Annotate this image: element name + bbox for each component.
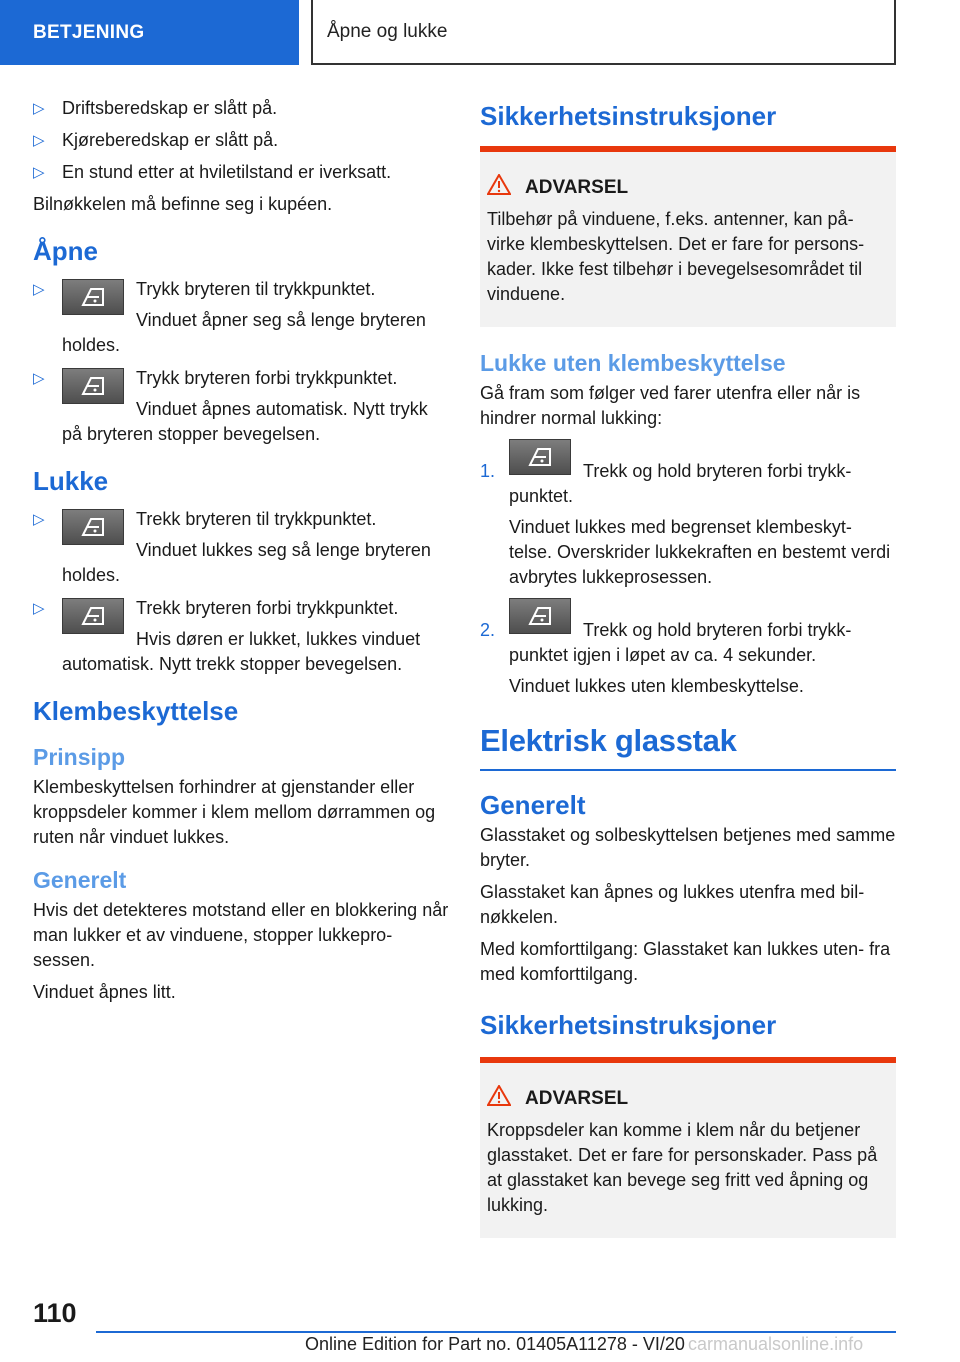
- paragraph: Hvis det detekteres motstand eller en blokkering når man lukker et av vinduene, stopper lukkepro- sessen.: [33, 900, 449, 970]
- paragraph: Glasstaket kan åpnes og lukkes utenfra med bil- nøkkelen.: [480, 882, 865, 927]
- triangle-right-icon: ▷: [33, 132, 45, 149]
- warning-label: ADVARSEL: [525, 1087, 629, 1109]
- paragraph: Med komforttilgang: Glasstaket kan lukkes uten- fra med komforttilgang.: [480, 939, 891, 984]
- subheading-principle: Prinsipp: [33, 744, 126, 770]
- list-item: ▷ En stund etter at hviletilstand er iverksatt.: [33, 160, 451, 185]
- window-switch-icon: [62, 598, 124, 634]
- paragraph: Gå fram som følger ved farer utenfra eller når is hindrer normal lukking:: [480, 383, 861, 428]
- warning-text: Tilbehør på vinduene, f.eks. antenner, kan på- virke klembeskyttelsen. Det er fare for persons- kader. Ikke fest tilbehør i bevegelsesområdet til vinduene.: [487, 209, 865, 304]
- triangle-right-icon: ▷: [33, 100, 45, 117]
- warning-text: Kroppsdeler kan komme i klem når du betjener glasstaket. Det er fare for personskader. Pass på at glasstaket kan bevege seg fritt ved åpning og lukking.: [487, 1120, 878, 1215]
- warning-triangle-icon: [487, 174, 511, 201]
- window-switch-icon: [62, 509, 124, 545]
- list-item: ▷ Trekk bryteren forbi trykkpunktet. Hvis døren er lukket, lukkes vinduet automatisk. Nytt trekk stopper bevegelsen.: [33, 598, 421, 674]
- subheading-general: Generelt: [33, 867, 127, 893]
- page-number: 110: [33, 1298, 77, 1328]
- heading-safety: Sikkerhetsinstruksjoner: [480, 101, 777, 131]
- note-text: Bilnøkkelen må befinne seg i kupéen.: [33, 194, 333, 214]
- heading-rule: [480, 769, 896, 771]
- page-title: [311, 0, 896, 65]
- window-switch-icon: [62, 368, 124, 404]
- left-column: [33, 96, 451, 1005]
- list-item: ▷ Trykk bryteren forbi trykkpunktet. Vinduet åpnes automatisk. Nytt trykk på bryteren stopper bevegelsen.: [33, 368, 428, 444]
- watermark: carmanualsonline.info: [688, 1334, 864, 1354]
- right-column: [480, 96, 896, 1238]
- warning-triangle-icon: [487, 1085, 511, 1112]
- triangle-right-icon: ▷: [33, 281, 45, 298]
- warning-box: [480, 146, 896, 327]
- heading-close: Lukke: [33, 466, 109, 496]
- triangle-right-icon: ▷: [33, 164, 45, 181]
- edition-text: Online Edition for Part no. 01405A11278 - VI/20: [305, 1334, 685, 1354]
- warning-label: ADVARSEL: [525, 176, 629, 198]
- paragraph: Glasstaket og solbeskyttelsen betjenes med samme bryter.: [480, 825, 896, 870]
- list-item: ▷ Driftsberedskap er slått på.: [33, 96, 451, 121]
- heading-general: Generelt: [480, 790, 586, 820]
- list-item: ▷ Kjøreberedskap er slått på.: [33, 128, 451, 153]
- window-switch-icon: [509, 439, 571, 475]
- triangle-right-icon: ▷: [33, 600, 45, 617]
- list-item: ▷ Trekk bryteren til trykkpunktet. Vinduet lukkes seg så lenge bryteren holdes.: [33, 509, 431, 585]
- heading-sunroof: Elektrisk glasstak: [480, 723, 737, 758]
- triangle-right-icon: ▷: [33, 511, 45, 528]
- paragraph: Klembeskyttelsen forhindrer at gjenstander eller kroppsdeler kommer i klem mellom dørrammen og ruten når vinduet lukkes.: [33, 777, 436, 847]
- step-item: 2. Trekk og hold bryteren forbi trykk- punktet igjen i løpet av ca. 4 sekunder. Vinduet lukkes uten klembeskyttelse.: [480, 598, 896, 699]
- list-item: ▷ Trykk bryteren til trykkpunktet. Vinduet åpner seg så lenge bryteren holdes.: [33, 279, 426, 355]
- footer-rule: [96, 1331, 896, 1333]
- subheading-close-without: Lukke uten klembeskyttelse: [480, 350, 786, 376]
- step-item: 1. Trekk og hold bryteren forbi trykk- punktet. Vinduet lukkes med begrenset klembeskyt- telse. Overskrider lukkekraften en bestemt verdi avbrytes lukkeprosessen.: [480, 439, 896, 590]
- warning-box: [480, 1057, 896, 1238]
- warning-header: [487, 174, 888, 201]
- paragraph: Vinduet åpnes litt.: [33, 982, 176, 1002]
- window-switch-icon: [62, 279, 124, 315]
- heading-open: Åpne: [33, 236, 98, 266]
- window-switch-icon: [509, 598, 571, 634]
- heading-safety: Sikkerhetsinstruksjoner: [480, 1010, 777, 1040]
- heading-pinch-protection: Klembeskyttelse: [33, 696, 239, 726]
- section-tab: BETJENING: [0, 0, 299, 65]
- triangle-right-icon: ▷: [33, 370, 45, 387]
- chapter-title: Åpne og lukke: [327, 20, 448, 42]
- warning-header: [487, 1085, 888, 1112]
